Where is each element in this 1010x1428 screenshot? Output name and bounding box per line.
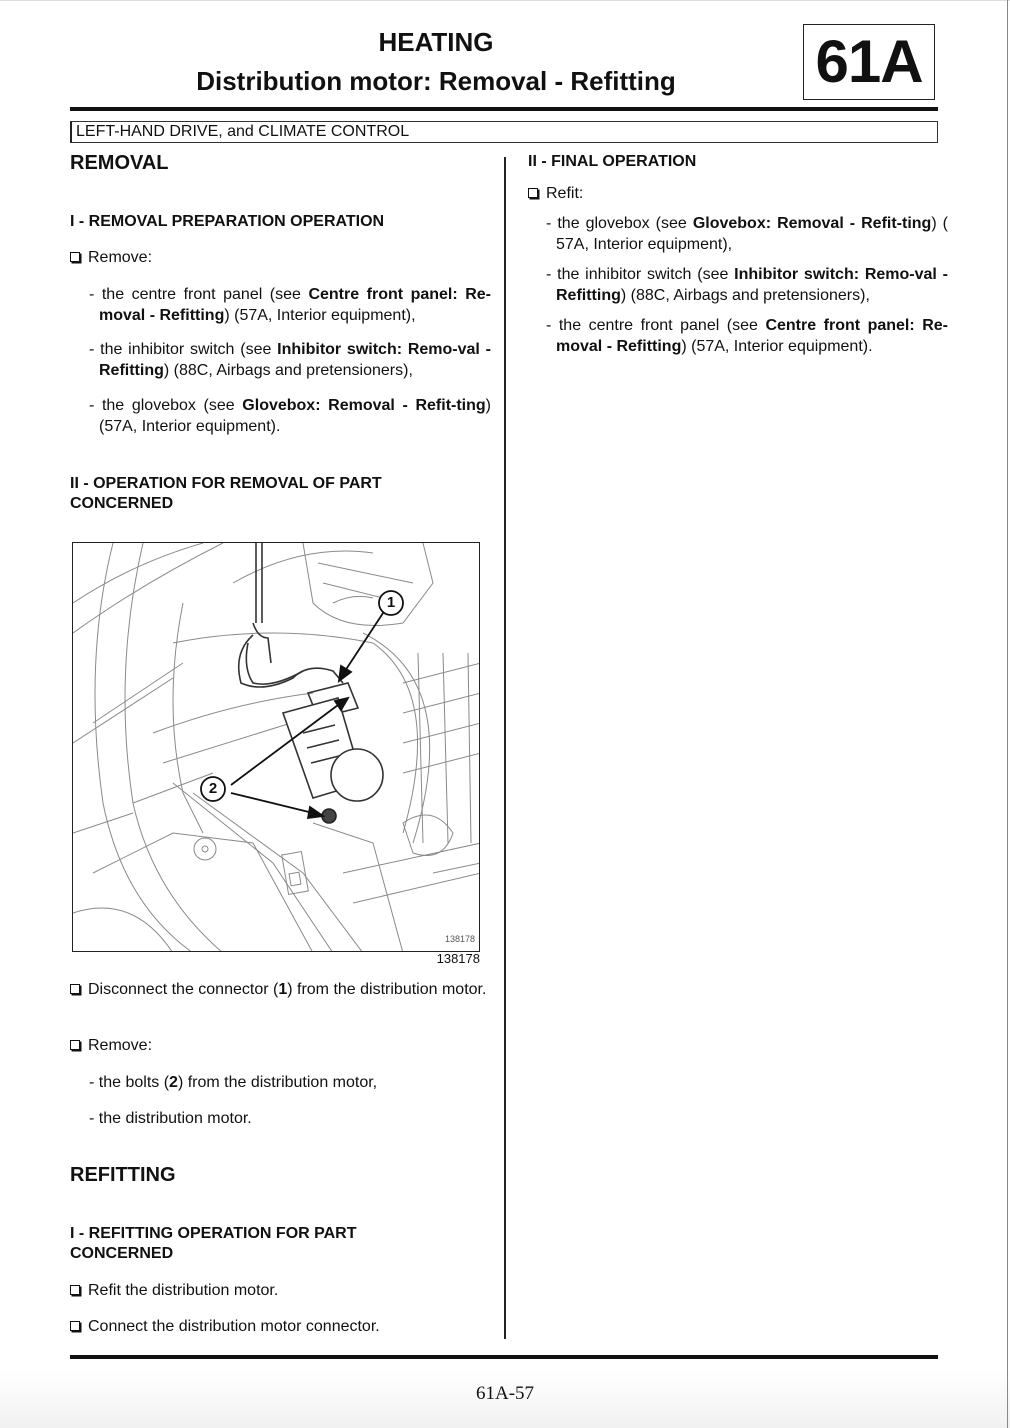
removal-prep-heading: I - REMOVAL PREPARATION OPERATION	[70, 213, 385, 230]
item-text: - the glovebox (see	[89, 397, 243, 414]
technical-illustration	[72, 542, 480, 952]
heading-line: CONCERNED	[70, 495, 174, 512]
checkbox-bullet-icon	[70, 984, 80, 994]
step-text: ) from the distribution motor.	[287, 981, 487, 998]
prep-item	[89, 395, 491, 437]
final-refit-bullet	[528, 183, 583, 204]
heading-line: CONCERNED	[70, 1245, 174, 1262]
final-item	[546, 213, 948, 255]
column-divider	[504, 157, 506, 1339]
cross-reference-link: Centre front panel: Re-moval - Refitting	[556, 317, 949, 355]
item-text: - the glovebox (see	[546, 215, 693, 232]
refit-step	[70, 1280, 278, 1301]
bullet-text: Refit:	[546, 185, 584, 202]
item-text: - the inhibitor switch (see	[546, 266, 735, 283]
prep-remove-bullet	[70, 247, 152, 268]
final-item	[546, 315, 948, 357]
remove-step	[70, 1035, 152, 1056]
item-text: ) (57A, Interior equipment).	[99, 397, 491, 435]
checkbox-bullet-icon	[528, 188, 538, 198]
footer-rule	[70, 1355, 938, 1359]
removal-part-heading	[70, 474, 382, 514]
page-number: 61A-57	[475, 1383, 535, 1404]
bullet-text: Remove:	[88, 1037, 153, 1054]
cross-reference-link: Centre front panel: Re-moval - Refitting	[99, 286, 492, 324]
item-text: ) (88C, Airbags and pretensioners),	[163, 362, 413, 379]
checkbox-bullet-icon	[70, 1040, 80, 1050]
cross-reference-link: Glovebox: Removal - Refit-ting	[692, 215, 932, 232]
item-text: ) (57A, Interior equipment),	[224, 307, 416, 324]
refitting-part-heading	[70, 1224, 357, 1264]
cross-reference-link: Inhibitor switch: Remo-val - Refitting	[99, 341, 491, 379]
prep-item	[89, 339, 491, 381]
page-title: Distribution motor: Removal - Refitting	[196, 66, 676, 96]
callout-1-label: 1	[386, 594, 396, 611]
header-rule	[70, 107, 938, 111]
refitting-heading: REFITTING	[70, 1164, 176, 1186]
item-text: ) from the distribution motor,	[177, 1074, 378, 1091]
checkbox-bullet-icon	[70, 1321, 80, 1331]
step-text: Refit the distribution motor.	[88, 1282, 279, 1299]
removal-heading: REMOVAL	[70, 152, 169, 174]
checkbox-bullet-icon	[70, 1285, 80, 1295]
disconnect-step	[70, 979, 501, 1000]
refit-step	[70, 1316, 380, 1337]
section-title: HEATING	[378, 27, 494, 57]
callout-reference: 2	[169, 1074, 178, 1091]
final-item	[546, 264, 948, 306]
item-text: - the centre front panel (see	[546, 317, 766, 334]
final-operation-heading: II - FINAL OPERATION	[528, 153, 697, 170]
figure-caption: 138178	[436, 951, 480, 966]
page-right-edge	[1007, 0, 1008, 1428]
remove-item-bolts	[89, 1072, 377, 1093]
item-text: - the centre front panel (see	[89, 286, 309, 303]
step-text: Connect the distribution motor connector.	[88, 1318, 380, 1335]
applicability-box: LEFT-HAND DRIVE, and CLIMATE CONTROL	[70, 121, 938, 143]
item-text: ) (88C, Airbags and pretensioners),	[620, 287, 870, 304]
checkbox-bullet-icon	[70, 252, 80, 262]
heading-line: II - OPERATION FOR REMOVAL OF PART	[70, 475, 382, 492]
item-text: - the inhibitor switch (see	[89, 341, 278, 358]
callout-reference: 1	[278, 981, 288, 998]
remove-item-motor: - the distribution motor.	[89, 1110, 252, 1127]
prep-item	[89, 284, 491, 326]
step-text: Disconnect the connector (	[88, 981, 279, 998]
cross-reference-link: Glovebox: Removal - Refit-ting	[242, 397, 486, 414]
chapter-code-badge: 61A	[803, 24, 935, 100]
figure-inner-reference: 138178	[444, 934, 475, 944]
item-text: ) ( 57A, Interior equipment),	[556, 215, 948, 253]
item-text: ) (57A, Interior equipment).	[681, 338, 873, 355]
callout-2-label: 2	[208, 780, 218, 797]
heading-line: I - REFITTING OPERATION FOR PART	[70, 1225, 357, 1242]
cross-reference-link: Inhibitor switch: Remo-val - Refitting	[556, 266, 948, 304]
page-top-edge	[0, 0, 1010, 1]
bullet-text: Remove:	[88, 249, 153, 266]
item-text: - the bolts (	[89, 1074, 170, 1091]
